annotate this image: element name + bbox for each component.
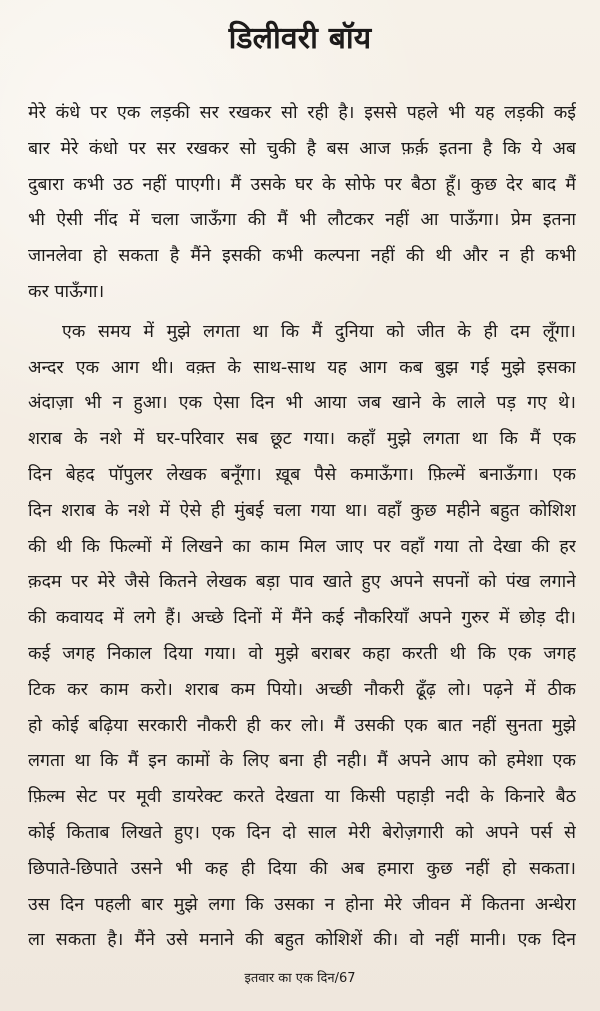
- text-line: अंदाज़ा भी न हुआ। एक ऐसा दिन भी आया जब खाने के लाले पड़ गए थे।: [28, 393, 576, 414]
- body-text: [28, 96, 576, 959]
- text-line: दिन बेहद पॉपुलर लेखक बनूँगा। ख़ूब पैसे कमाऊँगा। फ़िल्में बनाऊँगा। एक: [28, 464, 576, 485]
- text-line: दुबारा कभी उठ नहीं पाएगी। मैं उसके घर के सोफे पर बैठा हूँ। कुछ देर बाद मैं: [28, 174, 576, 195]
- text-line: ला सकता है। मैंने उसे मनाने की बहुत कोशिशें की। वो नहीं मानी। एक दिन: [28, 930, 576, 951]
- text-line: कोई किताब लिखते हुए। एक दिन दो साल मेरी बेरोज़गारी को अपने पर्स से: [28, 822, 576, 843]
- text-line: अन्दर एक आग थी। वक़्त के साथ-साथ यह आग कब बुझ गई मुझे इसका: [28, 357, 576, 378]
- page-footer: इतवार का एक दिन/67: [244, 971, 356, 986]
- text-line: कर पाऊँगा।: [28, 281, 105, 302]
- text-line: हो कोई बढ़िया सरकारी नौकरी ही कर लो। मैं उसकी एक बात नहीं सुनता मुझे: [28, 715, 576, 736]
- text-line: दिन शराब के नशे में ऐसे ही मुंबई चला गया था। वहाँ कुछ महीने बहुत कोशिश: [28, 500, 576, 521]
- text-line: शराब के नशे में घर-परिवार सब छूट गया। कहाँ मुझे लगता था कि मैं एक: [28, 429, 576, 450]
- text-line: मेरे कंधे पर एक लड़की सर रखकर सो रही है। इससे पहले भी यह लड़की कई: [28, 103, 576, 123]
- text-line: लगता था कि मैं इन कामों के लिए बना ही नही। मैं अपने आप को हमेशा एक: [28, 751, 576, 772]
- text-line: उस दिन पहली बार मुझे लगा कि उसका न होना मेरे जीवन में कितना अन्धेरा: [28, 894, 576, 915]
- text-line: फ़िल्म सेट पर मूवी डायरेक्ट करते देखता या किसी पहाड़ी नदी के किनारे बैठ: [28, 787, 576, 808]
- text-line: भी ऐसी नींद में चला जाऊँगा की मैं भी लौटकर नहीं आ पाऊँगा। प्रेम इतना: [28, 210, 576, 231]
- text-line: कई जगह निकाल दिया गया। वो मुझे बराबर कहा करती थी कि एक जगह: [28, 643, 576, 664]
- text-line: टिक कर काम करो। शराब कम पियो। अच्छी नौकरी ढूँढ़ लो। पढ़ने में ठीक: [28, 679, 576, 700]
- text-line: की थी कि फिल्मों में लिखने का काम मिल जाए पर वहाँ गया तो देखा की हर: [28, 536, 576, 557]
- text-line: बार मेरे कंधो पर सर रखकर सो चुकी है बस आज फ़र्क़ इतना है कि ये अब: [28, 138, 576, 159]
- text-line: छिपाते-छिपाते उसने भी कह ही दिया की अब हमारा कुछ नहीं हो सकता।: [28, 858, 576, 879]
- chapter-title: डिलीवरी बॉय: [228, 21, 372, 56]
- text-line: एक समय में मुझे लगता था कि मैं दुनिया को जीत के ही दम लूँगा।: [62, 321, 576, 342]
- text-line: की कवायद में लगे हैं। अच्छे दिनों में मैंने कई नौकरियाँ अपने गुरुर में छोड़ दी।: [28, 608, 576, 629]
- text-line: क़दम पर मेरे जैसे कितने लेखक बड़ा पाव खाते हुए अपने सपनों को पंख लगाने: [28, 572, 576, 593]
- text-line: जानलेवा हो सकता है मैंने इसकी कभी कल्पना नहीं की थी और न ही कभी: [28, 246, 576, 267]
